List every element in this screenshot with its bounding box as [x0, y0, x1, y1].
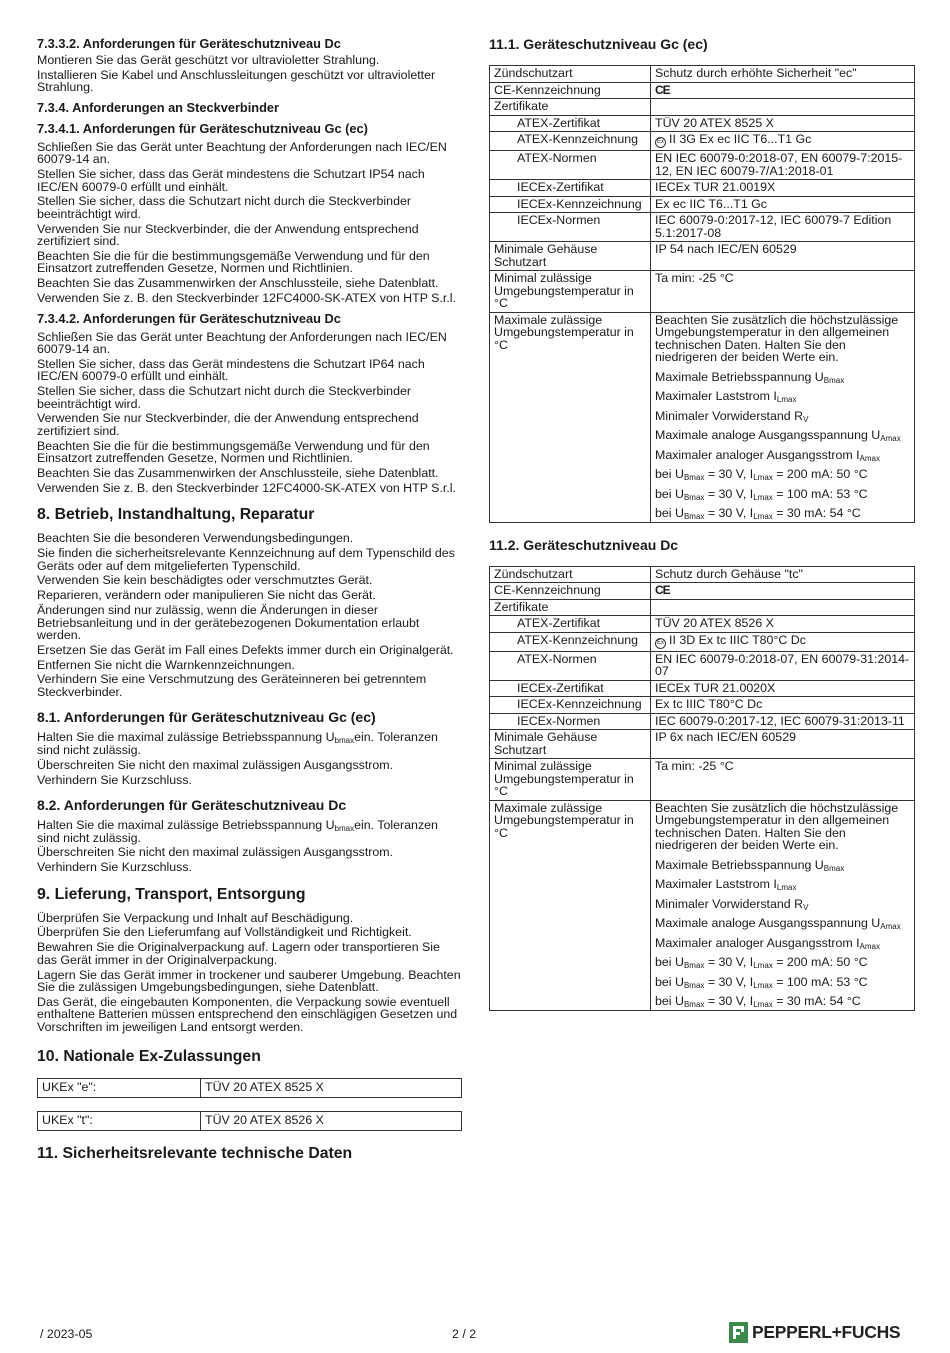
section-heading: 11.2. Geräteschutzniveau Dc [489, 536, 679, 553]
right-column [489, 36, 915, 1011]
paragraph: Verwenden Sie nur Steckverbinder, die der Anwendung entsprechend zertifiziert sind. [37, 411, 419, 438]
paragraph: Schließen Sie das Gerät unter Beachtung der Anforderungen nach IEC/EN 60079-14 an. [37, 329, 447, 357]
tech-table-dc [489, 566, 915, 1011]
table-row: Zündschutzart Schutz durch erhöhte Sicherheit "ec" [490, 66, 915, 83]
paragraph: Überprüfen Sie Verpackung und Inhalt auf Beschädigung. [37, 910, 354, 925]
paragraph: Lagern Sie das Gerät immer in trockener und sauberer Umgebung. Beachten Sie die zulässigen Umgebungsbedingungen, siehe Datenblatt. [37, 967, 461, 995]
section-heading: 8.2. Anforderungen für Geräteschutzniveau Dc [37, 797, 347, 814]
paragraph: Verwenden Sie kein beschädigtes oder verschmutztes Gerät. [37, 573, 373, 588]
paragraph: Überschreiten Sie nicht den maximal zulässigen Ausgangsstrom. [37, 757, 394, 772]
paragraph: Reparieren, verändern oder manipulieren Sie nicht das Gerät. [37, 588, 376, 603]
paragraph: Verwenden Sie nur Steckverbinder, die der Anwendung entsprechend zertifiziert sind. [37, 221, 419, 249]
paragraph: Überschreiten Sie nicht den maximal zulässigen Ausgangsstrom. [37, 845, 394, 860]
paragraph: Das Gerät, die eingebauten Komponenten, die Verpackung sowie eventuell enthaltene Batterien müssen entsprechend den einschlägigen Gesetzen und Vorschriften im jeweiligen Land entsorgt werden. [37, 994, 458, 1034]
table-row: Minimale Gehäuse Schutzart IP 54 nach IEC/EN 60529 [490, 242, 915, 271]
page-number: 2 / 2 [452, 1327, 477, 1341]
table-row: Minimale Gehäuse Schutzart IP 6x nach IEC/EN 60529 [490, 730, 915, 759]
paragraph: Verhindern Sie Kurzschluss. [37, 860, 192, 875]
ce-mark-icon: CE [655, 583, 670, 597]
table-row: IECEx-Kennzeichnung Ex ec IIC T6...T1 Gc [490, 196, 915, 213]
paragraph: Beachten Sie die für die bestimmungsgemäße Verwendung und für den Einsatzort zutreffenden Gesetze, Normen und Richtlinien. [37, 438, 430, 466]
brand-logo [729, 1321, 900, 1343]
table-row: Zertifikate [490, 599, 915, 616]
paragraph: Überprüfen Sie den Lieferumfang auf Vollständigkeit und Richtigkeit. [37, 925, 412, 940]
paragraph: Verwenden Sie z. B. den Steckverbinder 12FC4000-SK-ATEX von HTP S.r.l. [37, 291, 456, 306]
paragraph: Beachten Sie die besonderen Verwendungsbedingungen. [37, 531, 354, 546]
section-heading: 11.1. Geräteschutzniveau Gc (ec) [489, 36, 708, 52]
table-row: Minimal zulässige Umgebungstemperatur in °C Ta min: -25 °C [490, 271, 915, 313]
table-row: IECEx-Zertifikat IECEx TUR 21.0020X [490, 680, 915, 697]
paragraph: Montieren Sie das Gerät geschützt vor ultravioletter Strahlung. [37, 53, 380, 67]
paragraph: Verwenden Sie z. B. den Steckverbinder 12FC4000-SK-ATEX von HTP S.r.l. [37, 480, 456, 495]
paragraph: Verhindern Sie Kurzschluss. [37, 772, 192, 787]
section-heading: 7.3.4.2. Anforderungen für Geräteschutzniveau Dc [37, 310, 341, 326]
paragraph: Stellen Sie sicher, dass das Gerät mindestens die Schutzart IP64 nach IEC/EN 60079-0 erfüllt und einhält. [37, 356, 425, 384]
paragraph: Stellen Sie sicher, dass die Schutzart nicht durch die Steckverbinder beeinträchtigt wird. [37, 194, 411, 221]
paragraph: Verhindern Sie eine Verschmutzung des Geräteinneren bei getrenntem Steckverbinder. [37, 672, 427, 699]
paragraph: Beachten Sie das Zusammenwirken der Anschlussteile, siehe Datenblatt. [37, 276, 439, 291]
chapter-heading: 10. Nationale Ex-Zulassungen [37, 1048, 261, 1066]
chapter-heading: 9. Lieferung, Transport, Entsorgung [37, 885, 306, 903]
ukex-t-label: UKEx "t": [38, 1112, 201, 1131]
footer-date: / 2023-05 [40, 1327, 93, 1341]
paragraph: Beachten Sie das Zusammenwirken der Anschlussteile, siehe Datenblatt. [37, 466, 439, 481]
ukex-e-table [37, 1078, 462, 1098]
paragraph: Stellen Sie sicher, dass das Gerät mindestens die Schutzart IP54 nach IEC/EN 60079-0 erfüllt und einhält. [37, 167, 425, 194]
table-row: CE-Kennzeichnung CE [490, 82, 915, 99]
section-heading: 8.1. Anforderungen für Geräteschutzniveau Gc (ec) [37, 709, 376, 726]
paragraph: Sie finden die sicherheitsrelevante Kennzeichnung auf dem Typenschild des Geräts oder auf dem mitgelieferten Typenschild. [37, 546, 455, 573]
ukex-t-table [37, 1111, 462, 1131]
chapter-heading: 8. Betrieb, Instandhaltung, Reparatur [37, 506, 315, 524]
left-column [37, 36, 461, 1171]
table-row: Maximale zulässige Umgebungstemperatur in °C Beachten Sie zusätzlich die höchstzulässige Umgebungstemperatur in den allgemeinen technischen Daten. Halten Sie den niedrigeren der beiden Werte ein. Maximale Betriebsspannung $U_{Bmax}$ Maximaler Laststrom $I_{Lmax}$ Minimaler Vorwiderstand $R_V$ Maximale analoge Ausgangsspannung $U_{Amax}$ Maximaler analoger Ausgangsstrom $I_{Amax}$ bei $U_{Bmax} = 30$ V, $I_{Lmax} = 200$ mA: 50 °C bei $U_{Bmax} = 30$ V, $I_{Lmax} = 100$ mA: 53 °C bei $U_{Bmax} = 30$ V, $I_{Lmax} = 30$ mA: 54 °C [490, 312, 915, 522]
pepperl-fuchs-logo-icon [729, 1322, 748, 1343]
ukex-e-label: UKEx "e": [38, 1079, 201, 1098]
tech-table-gc [489, 65, 915, 523]
section-heading: 7.3.3.2. Anforderungen für Geräteschutzniveau Dc [37, 36, 341, 51]
section-heading: 7.3.4. Anforderungen an Steckverbinder [37, 99, 280, 115]
paragraph: Entfernen Sie nicht die Warnkennzeichnungen. [37, 657, 295, 672]
table-row: Zertifikate [490, 99, 915, 116]
ukex-t-value: TÜV 20 ATEX 8526 X [201, 1112, 462, 1131]
table-row: ATEX-Normen EN IEC 60079-0:2018-07, EN 60079-7:2015-12, EN IEC 60079-7/A1:2018-01 [490, 151, 915, 180]
table-row: IECEx-Normen IEC 60079-0:2017-12, IEC 60079-31:2013-11 [490, 713, 915, 730]
ce-mark-icon: CE [655, 82, 670, 97]
table-row: CE-Kennzeichnung CE [490, 583, 915, 600]
table-row: ATEX-Kennzeichnung Ex II 3D Ex tc IIIC T80°C Dc [490, 632, 915, 651]
paragraph: Halten Sie die maximal zulässige Betriebsspannung $U_{bmax}ein$. Toleranzen sind nicht zulässig. [37, 818, 438, 845]
table-row: IECEx-Zertifikat IECEx TUR 21.0019X [490, 180, 915, 197]
table-row: ATEX-Kennzeichnung Ex II 3G Ex ec IIC T6...T1 Gc [490, 132, 915, 151]
ex-hexagon-icon: Ex [655, 137, 666, 148]
table-row: IECEx-Kennzeichnung Ex tc IIIC T80°C Dc [490, 697, 915, 714]
brand-name: PEPPERL+FUCHS [752, 1321, 901, 1342]
paragraph: Bewahren Sie die Originalverpackung auf. Lagern oder transportieren Sie das Gerät immer in der Originalverpackung. [37, 940, 440, 967]
chapter-heading: 11. Sicherheitsrelevante technische Daten [37, 1145, 353, 1163]
paragraph: Schließen Sie das Gerät unter Beachtung der Anforderungen nach IEC/EN 60079-14 an. [37, 139, 447, 167]
paragraph: Stellen Sie sicher, dass die Schutzart nicht durch die Steckverbinder beeinträchtigt wird. [37, 384, 411, 411]
paragraph: Halten Sie die maximal zulässige Betriebsspannung $U_{bmax}ein$. Toleranzen sind nicht zulässig. [37, 730, 438, 757]
paragraph: Beachten Sie die für die bestimmungsgemäße Verwendung und für den Einsatzort zutreffenden Gesetze, Normen und Richtlinien. [37, 248, 430, 276]
ukex-e-value: TÜV 20 ATEX 8525 X [201, 1079, 462, 1098]
table-row: ATEX-Zertifikat TÜV 20 ATEX 8526 X [490, 616, 915, 633]
paragraph: Änderungen sind nur zulässig, wenn die Änderungen in dieser Betriebsanleitung und in der gerätebezogenen Dokumentation erlaubt werden. [37, 603, 420, 643]
table-row: ATEX-Normen EN IEC 60079-0:2018-07, EN 60079-31:2014-07 [490, 651, 915, 680]
table-row: Zündschutzart Schutz durch Gehäuse "tc" [490, 566, 915, 583]
paragraph: Ersetzen Sie das Gerät im Fall eines Defekts immer durch ein Originalgerät. [37, 642, 454, 657]
table-row: Maximale zulässige Umgebungstemperatur in °C Beachten Sie zusätzlich die höchstzulässige Umgebungstemperatur in den allgemeinen technischen Daten. Halten Sie den niedrigeren der beiden Werte ein. Maximale Betriebsspannung $U_{Bmax}$ Maximaler Laststrom $I_{Lmax}$ Minimaler Vorwiderstand $R_V$ Maximale analoge Ausgangsspannung $U_{Amax}$ Maximaler analoger Ausgangsstrom $I_{Amax}$ bei $U_{Bmax} = 30$ V, $I_{Lmax} = 200$ mA: 50 °C bei $U_{Bmax} = 30$ V, $I_{Lmax} = 100$ mA: 53 °C bei $U_{Bmax} = 30$ V, $I_{Lmax} = 30$ mA: 54 °C [490, 800, 915, 1010]
ex-hexagon-icon: Ex [655, 638, 666, 649]
table-row: Minimal zulässige Umgebungstemperatur in °C Ta min: -25 °C [490, 759, 915, 801]
section-heading: 7.3.4.1. Anforderungen für Geräteschutzniveau Gc (ec) [37, 120, 368, 136]
paragraph: Installieren Sie Kabel und Anschlussleitungen geschützt vor ultravioletter Strahlung. [37, 67, 436, 95]
table-row: ATEX-Zertifikat TÜV 20 ATEX 8525 X [490, 115, 915, 132]
table-row: IECEx-Normen IEC 60079-0:2017-12, IEC 60079-7 Edition 5.1:2017-08 [490, 213, 915, 242]
